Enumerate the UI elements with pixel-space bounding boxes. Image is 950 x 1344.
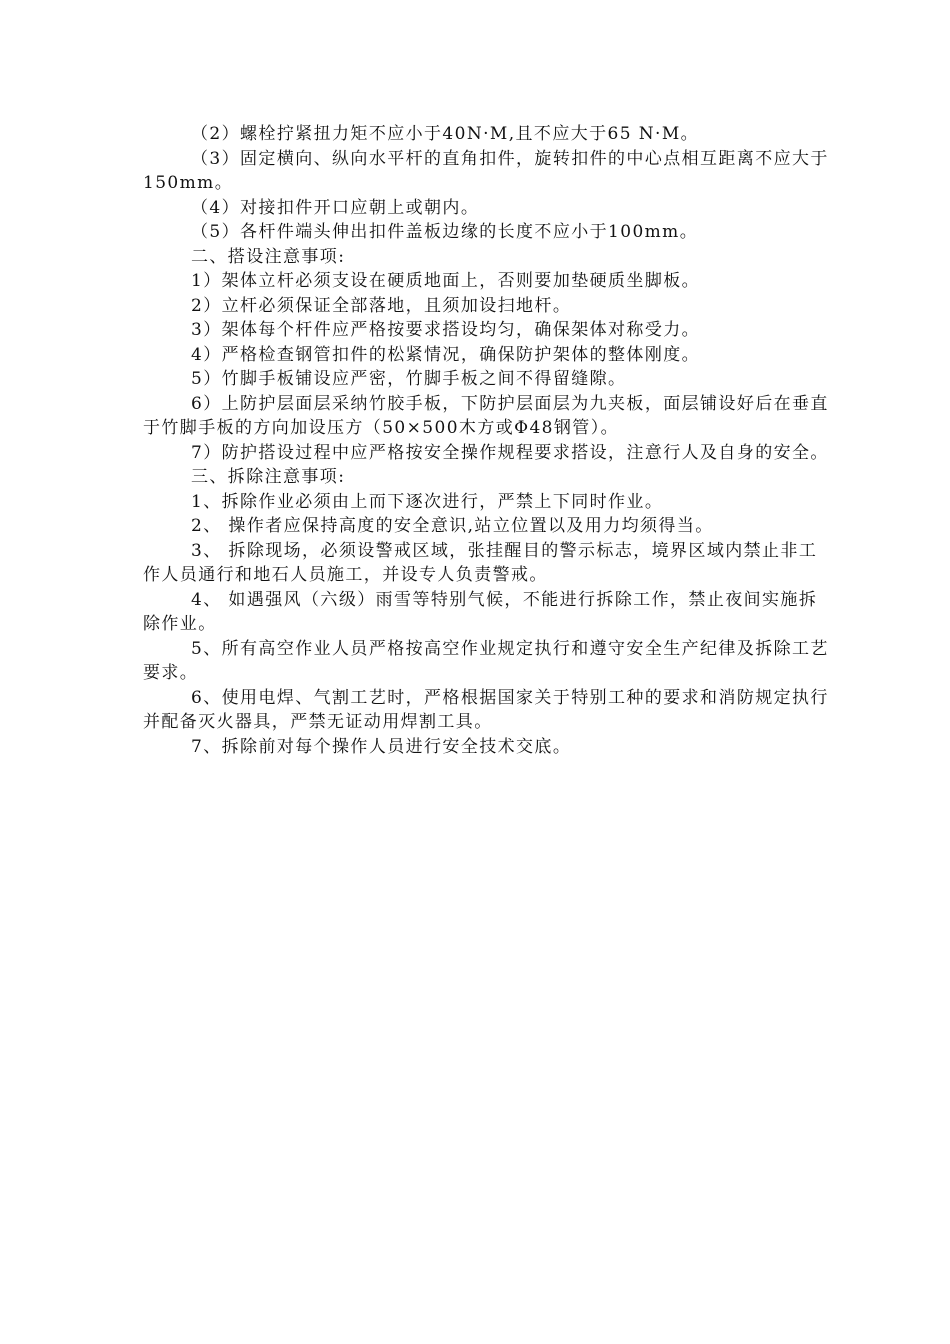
erection-item-5: 5）竹脚手板铺设应严密，竹脚手板之间不得留缝隙。 — [191, 369, 627, 389]
erection-item-7: 7）防护搭设过程中应严格按安全操作规程要求搭设，注意行人及自身的安全。 — [191, 442, 829, 463]
erection-item-2: 2）立杆必须保证全部落地，且须加设扫地杆。 — [191, 295, 572, 316]
dismantling-item-1: 1、拆除作业必须由上而下逐次进行，严禁上下同时作业。 — [191, 491, 664, 512]
dismantling-item-7: 7、拆除前对每个操作人员进行安全技术交底。 — [191, 736, 572, 757]
erection-item-3: 3）架体每个杆件应严格按要求搭设均匀，确保架体对称受力。 — [191, 320, 701, 340]
dismantling-item-4: 4、 如遇强风（六级）雨雪等特别气候，不能进行拆除工作，禁止夜间实施拆除作业。 — [143, 589, 818, 634]
dismantling-item-3: 3、 拆除现场，必须设警戒区域，张挂醒目的警示标志，境界区域内禁止非工作人员通行和地石人员施工，并设专人负责警戒。 — [143, 540, 818, 585]
paragraph-item-3: （3）固定横向、纵向水平杆的直角扣件，旋转扣件的中心点相互距离不应大于150mm。 — [143, 148, 829, 193]
erection-item-6: 6）上防护层面层采纳竹胶手板，下防护层面层为九夹板，面层铺设好后在垂直于竹脚手板的方向加设压方（50×500木方或Φ48钢管）。 — [143, 393, 829, 438]
dismantling-item-6: 6、使用电焊、气割工艺时，严格根据国家关于特别工种的要求和消防规定执行并配备灭火器具，严禁无证动用焊割工具。 — [143, 687, 829, 732]
section-heading-dismantling: 三、拆除注意事项: — [191, 467, 346, 487]
paragraph-item-2: （2）螺栓拧紧扭力矩不应小于40N·M,且不应大于65 N·M。 — [191, 124, 700, 144]
dismantling-item-2: 2、 操作者应保持高度的安全意识,站立位置以及用力均须得当。 — [191, 516, 714, 536]
paragraph-item-4: （4）对接扣件开口应朝上或朝内。 — [191, 197, 480, 218]
erection-item-1: 1）架体立杆必须支设在硬质地面上，否则要加垫硬质坐脚板。 — [191, 271, 701, 291]
dismantling-item-5: 5、所有高空作业人员严格按高空作业规定执行和遵守安全生产纪律及拆除工艺要求。 — [143, 638, 829, 683]
document-body — [143, 122, 833, 759]
paragraph-item-5: （5）各杆件端头伸出扣件盖板边缘的长度不应小于100mm。 — [191, 222, 699, 242]
section-heading-erection: 二、搭设注意事项: — [191, 246, 346, 267]
erection-item-4: 4）严格检查钢管扣件的松紧情况，确保防护架体的整体刚度。 — [191, 344, 701, 365]
